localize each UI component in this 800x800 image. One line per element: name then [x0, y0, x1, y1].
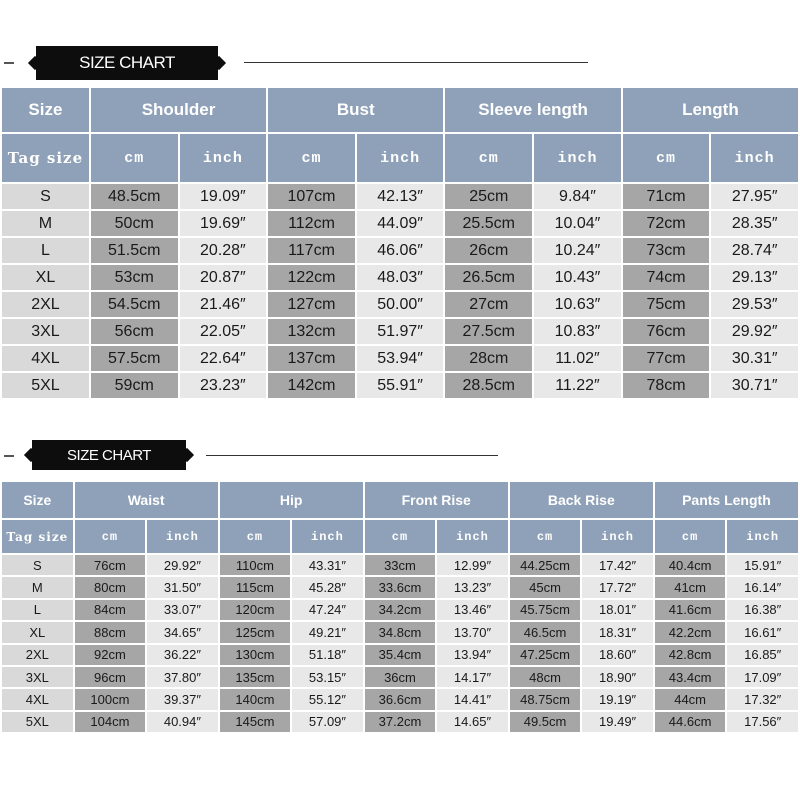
inch-value: 49.21″	[292, 622, 363, 642]
cm-value: 27cm	[445, 292, 532, 317]
banner-title: SIZE CHART	[36, 46, 218, 80]
cm-value: 42.2cm	[655, 622, 726, 642]
cm-value: 120cm	[220, 600, 291, 620]
cm-value: 51.5cm	[91, 238, 178, 263]
unit-cm-header: cm	[220, 520, 291, 553]
inch-value: 48.03″	[357, 265, 444, 290]
unit-cm-header: cm	[623, 134, 710, 182]
size-label: 4XL	[2, 689, 73, 709]
unit-cm-header: cm	[510, 520, 581, 553]
table-row	[2, 577, 798, 597]
cm-value: 142cm	[268, 373, 355, 398]
table-row	[2, 622, 798, 642]
inch-value: 17.09″	[727, 667, 798, 687]
inch-value: 18.60″	[582, 645, 653, 665]
inch-value: 9.84″	[534, 184, 621, 209]
unit-inch-header: inch	[180, 134, 267, 182]
inch-value: 20.87″	[180, 265, 267, 290]
inch-value: 57.09″	[292, 712, 363, 732]
measurement-header: Bust	[268, 88, 443, 132]
cm-value: 48.5cm	[91, 184, 178, 209]
cm-value: 78cm	[623, 373, 710, 398]
inch-value: 18.31″	[582, 622, 653, 642]
inch-value: 16.85″	[727, 645, 798, 665]
banner-dash	[4, 62, 14, 64]
inch-value: 13.70″	[437, 622, 508, 642]
cm-value: 71cm	[623, 184, 710, 209]
inch-value: 36.22″	[147, 645, 218, 665]
size-label: 5XL	[2, 712, 73, 732]
cm-value: 135cm	[220, 667, 291, 687]
banner-rule	[244, 62, 588, 63]
inch-value: 15.91″	[727, 555, 798, 575]
inch-value: 16.38″	[727, 600, 798, 620]
inch-value: 53.94″	[357, 346, 444, 371]
measurement-header: Sleeve length	[445, 88, 620, 132]
cm-value: 28.5cm	[445, 373, 532, 398]
table-row	[2, 645, 798, 665]
inch-value: 13.94″	[437, 645, 508, 665]
inch-value: 10.04″	[534, 211, 621, 236]
cm-value: 54.5cm	[91, 292, 178, 317]
inch-value: 13.23″	[437, 577, 508, 597]
cm-value: 43.4cm	[655, 667, 726, 687]
bottom-size-table	[0, 480, 800, 734]
tag-size-header: Tag size	[2, 520, 73, 553]
size-label: M	[2, 211, 89, 236]
cm-value: 72cm	[623, 211, 710, 236]
bottom-size-chart-banner	[0, 436, 800, 476]
cm-value: 45cm	[510, 577, 581, 597]
cm-value: 77cm	[623, 346, 710, 371]
size-label: S	[2, 555, 73, 575]
cm-value: 37.2cm	[365, 712, 436, 732]
unit-inch-header: inch	[711, 134, 798, 182]
inch-value: 16.61″	[727, 622, 798, 642]
unit-cm-header: cm	[75, 520, 146, 553]
cm-value: 107cm	[268, 184, 355, 209]
inch-value: 29.53″	[711, 292, 798, 317]
unit-cm-header: cm	[365, 520, 436, 553]
inch-value: 19.49″	[582, 712, 653, 732]
cm-value: 56cm	[91, 319, 178, 344]
unit-row	[2, 134, 798, 182]
inch-value: 28.74″	[711, 238, 798, 263]
inch-value: 33.07″	[147, 600, 218, 620]
unit-inch-header: inch	[727, 520, 798, 553]
cm-value: 40.4cm	[655, 555, 726, 575]
cm-value: 28cm	[445, 346, 532, 371]
unit-inch-header: inch	[437, 520, 508, 553]
inch-value: 51.18″	[292, 645, 363, 665]
size-label: XL	[2, 622, 73, 642]
inch-value: 19.09″	[180, 184, 267, 209]
table-row	[2, 600, 798, 620]
inch-value: 16.14″	[727, 577, 798, 597]
inch-value: 18.01″	[582, 600, 653, 620]
cm-value: 122cm	[268, 265, 355, 290]
table-row	[2, 292, 798, 317]
inch-value: 10.24″	[534, 238, 621, 263]
cm-value: 25.5cm	[445, 211, 532, 236]
inch-value: 39.37″	[147, 689, 218, 709]
inch-value: 17.42″	[582, 555, 653, 575]
inch-value: 10.83″	[534, 319, 621, 344]
unit-cm-header: cm	[655, 520, 726, 553]
cm-value: 26.5cm	[445, 265, 532, 290]
inch-value: 31.50″	[147, 577, 218, 597]
inch-value: 43.31″	[292, 555, 363, 575]
size-label: XL	[2, 265, 89, 290]
cm-value: 137cm	[268, 346, 355, 371]
cm-value: 41cm	[655, 577, 726, 597]
cm-value: 36.6cm	[365, 689, 436, 709]
size-header: Size	[2, 482, 73, 518]
cm-value: 44.25cm	[510, 555, 581, 575]
bottom-table-body	[2, 482, 798, 732]
cm-value: 44cm	[655, 689, 726, 709]
cm-value: 46.5cm	[510, 622, 581, 642]
unit-inch-header: inch	[292, 520, 363, 553]
size-label: L	[2, 238, 89, 263]
inch-value: 11.02″	[534, 346, 621, 371]
inch-value: 12.99″	[437, 555, 508, 575]
cm-value: 41.6cm	[655, 600, 726, 620]
cm-value: 44.6cm	[655, 712, 726, 732]
inch-value: 28.35″	[711, 211, 798, 236]
cm-value: 145cm	[220, 712, 291, 732]
cm-value: 33cm	[365, 555, 436, 575]
inch-value: 34.65″	[147, 622, 218, 642]
cm-value: 127cm	[268, 292, 355, 317]
cm-value: 80cm	[75, 577, 146, 597]
table-row	[2, 373, 798, 398]
top-table-body	[2, 88, 798, 398]
header-row	[2, 88, 798, 132]
cm-value: 25cm	[445, 184, 532, 209]
top-size-table	[0, 86, 800, 400]
inch-value: 10.43″	[534, 265, 621, 290]
cm-value: 73cm	[623, 238, 710, 263]
size-label: S	[2, 184, 89, 209]
cm-value: 132cm	[268, 319, 355, 344]
inch-value: 19.19″	[582, 689, 653, 709]
unit-cm-header: cm	[91, 134, 178, 182]
inch-value: 18.90″	[582, 667, 653, 687]
measurement-header: Waist	[75, 482, 218, 518]
inch-value: 27.95″	[711, 184, 798, 209]
top-size-chart-banner	[0, 42, 800, 84]
cm-value: 42.8cm	[655, 645, 726, 665]
table-row	[2, 238, 798, 263]
inch-value: 14.65″	[437, 712, 508, 732]
table-row	[2, 712, 798, 732]
cm-value: 57.5cm	[91, 346, 178, 371]
cm-value: 110cm	[220, 555, 291, 575]
size-label: 3XL	[2, 667, 73, 687]
cm-value: 36cm	[365, 667, 436, 687]
inch-value: 46.06″	[357, 238, 444, 263]
inch-value: 19.69″	[180, 211, 267, 236]
cm-value: 100cm	[75, 689, 146, 709]
banner-title: SIZE CHART	[32, 440, 186, 470]
size-label: M	[2, 577, 73, 597]
inch-value: 29.92″	[147, 555, 218, 575]
cm-value: 88cm	[75, 622, 146, 642]
inch-value: 13.46″	[437, 600, 508, 620]
unit-inch-header: inch	[357, 134, 444, 182]
cm-value: 125cm	[220, 622, 291, 642]
inch-value: 29.92″	[711, 319, 798, 344]
table-row	[2, 667, 798, 687]
unit-cm-header: cm	[268, 134, 355, 182]
inch-value: 11.22″	[534, 373, 621, 398]
inch-value: 53.15″	[292, 667, 363, 687]
inch-value: 29.13″	[711, 265, 798, 290]
cm-value: 140cm	[220, 689, 291, 709]
unit-inch-header: inch	[582, 520, 653, 553]
inch-value: 37.80″	[147, 667, 218, 687]
cm-value: 59cm	[91, 373, 178, 398]
unit-cm-header: cm	[445, 134, 532, 182]
inch-value: 50.00″	[357, 292, 444, 317]
inch-value: 14.17″	[437, 667, 508, 687]
unit-inch-header: inch	[534, 134, 621, 182]
cm-value: 76cm	[623, 319, 710, 344]
cm-value: 35.4cm	[365, 645, 436, 665]
banner-dash	[4, 455, 14, 457]
inch-value: 22.64″	[180, 346, 267, 371]
inch-value: 55.12″	[292, 689, 363, 709]
cm-value: 130cm	[220, 645, 291, 665]
cm-value: 117cm	[268, 238, 355, 263]
inch-value: 21.46″	[180, 292, 267, 317]
size-header: Size	[2, 88, 89, 132]
cm-value: 49.5cm	[510, 712, 581, 732]
cm-value: 92cm	[75, 645, 146, 665]
cm-value: 33.6cm	[365, 577, 436, 597]
cm-value: 115cm	[220, 577, 291, 597]
size-label: 5XL	[2, 373, 89, 398]
table-row	[2, 346, 798, 371]
unit-row	[2, 520, 798, 553]
size-label: 2XL	[2, 645, 73, 665]
cm-value: 48cm	[510, 667, 581, 687]
cm-value: 112cm	[268, 211, 355, 236]
table-row	[2, 211, 798, 236]
size-label: L	[2, 600, 73, 620]
table-row	[2, 689, 798, 709]
inch-value: 51.97″	[357, 319, 444, 344]
size-label: 2XL	[2, 292, 89, 317]
measurement-header: Shoulder	[91, 88, 266, 132]
unit-inch-header: inch	[147, 520, 218, 553]
cm-value: 76cm	[75, 555, 146, 575]
inch-value: 47.24″	[292, 600, 363, 620]
inch-value: 30.71″	[711, 373, 798, 398]
cm-value: 50cm	[91, 211, 178, 236]
inch-value: 22.05″	[180, 319, 267, 344]
measurement-header: Back Rise	[510, 482, 653, 518]
cm-value: 45.75cm	[510, 600, 581, 620]
cm-value: 34.2cm	[365, 600, 436, 620]
measurement-header: Hip	[220, 482, 363, 518]
inch-value: 20.28″	[180, 238, 267, 263]
cm-value: 104cm	[75, 712, 146, 732]
measurement-header: Front Rise	[365, 482, 508, 518]
measurement-header: Pants Length	[655, 482, 798, 518]
cm-value: 75cm	[623, 292, 710, 317]
cm-value: 27.5cm	[445, 319, 532, 344]
size-label: 3XL	[2, 319, 89, 344]
cm-value: 74cm	[623, 265, 710, 290]
inch-value: 17.72″	[582, 577, 653, 597]
inch-value: 10.63″	[534, 292, 621, 317]
table-row	[2, 555, 798, 575]
banner-rule	[206, 455, 498, 456]
inch-value: 55.91″	[357, 373, 444, 398]
inch-value: 45.28″	[292, 577, 363, 597]
inch-value: 40.94″	[147, 712, 218, 732]
cm-value: 84cm	[75, 600, 146, 620]
inch-value: 42.13″	[357, 184, 444, 209]
inch-value: 30.31″	[711, 346, 798, 371]
inch-value: 14.41″	[437, 689, 508, 709]
cm-value: 26cm	[445, 238, 532, 263]
cm-value: 53cm	[91, 265, 178, 290]
measurement-header: Length	[623, 88, 798, 132]
tag-size-header: Tag size	[2, 134, 89, 182]
cm-value: 96cm	[75, 667, 146, 687]
inch-value: 17.32″	[727, 689, 798, 709]
inch-value: 17.56″	[727, 712, 798, 732]
inch-value: 23.23″	[180, 373, 267, 398]
table-row	[2, 184, 798, 209]
table-row	[2, 265, 798, 290]
header-row	[2, 482, 798, 518]
cm-value: 47.25cm	[510, 645, 581, 665]
cm-value: 34.8cm	[365, 622, 436, 642]
table-row	[2, 319, 798, 344]
cm-value: 48.75cm	[510, 689, 581, 709]
size-label: 4XL	[2, 346, 89, 371]
inch-value: 44.09″	[357, 211, 444, 236]
